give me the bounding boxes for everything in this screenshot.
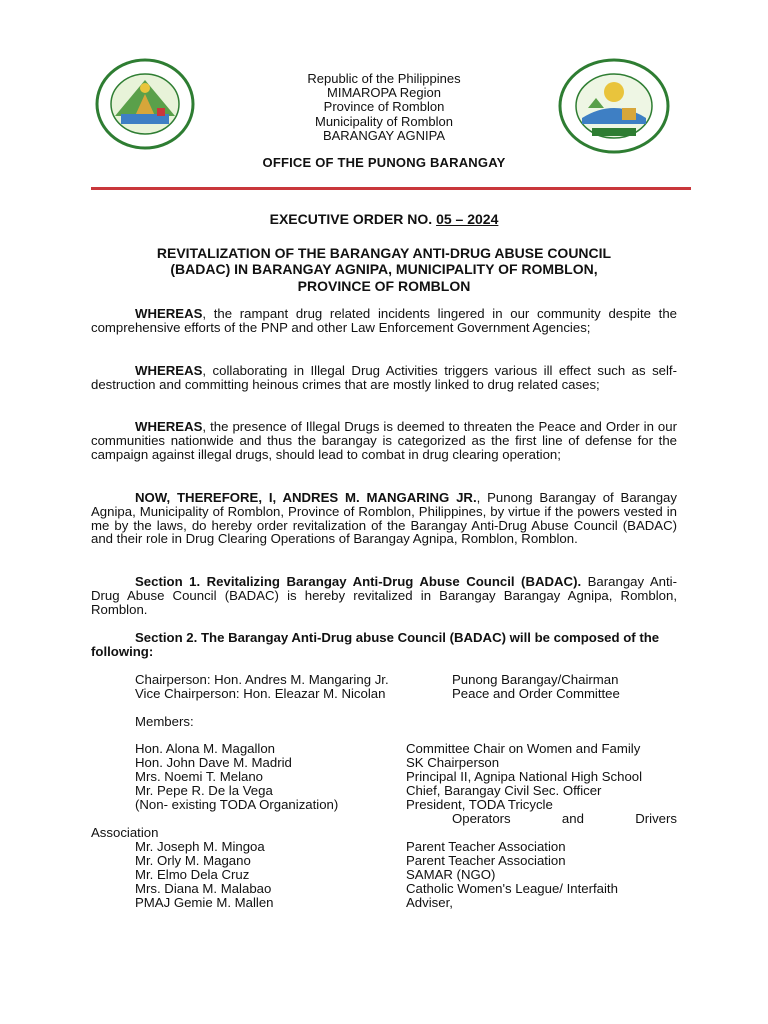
officer-name: Vice Chairperson: Hon. Eleazar M. Nicolan xyxy=(135,686,386,701)
section-1-paragraph xyxy=(91,575,677,616)
member-role: Adviser, xyxy=(406,895,453,910)
order-number: 05 – 2024 xyxy=(436,211,499,227)
members-label: Members: xyxy=(135,714,194,729)
whereas-paragraph-2 xyxy=(91,364,677,392)
order-prefix: EXECUTIVE ORDER NO. xyxy=(269,211,437,227)
whereas-paragraph-3 xyxy=(91,420,677,461)
officer-role: Punong Barangay/Chairman xyxy=(452,672,619,687)
member-name: Mr. Elmo Dela Cruz xyxy=(135,867,250,882)
officer-name: Chairperson: Hon. Andres M. Mangaring Jr. xyxy=(135,672,389,687)
header-line-barangay: BARANGAY AGNIPA xyxy=(322,127,446,143)
member-name: Mrs. Diana M. Malabao xyxy=(135,881,272,896)
officer-role: Peace and Order Committee xyxy=(452,686,620,701)
list-item xyxy=(0,742,768,756)
member-name: Hon. John Dave M. Madrid xyxy=(135,755,292,770)
member-role: Parent Teacher Association xyxy=(406,853,566,868)
now-therefore-lead: NOW, THEREFORE, I, ANDRES M. MANGARING JR. xyxy=(135,490,477,505)
document-title xyxy=(96,245,672,294)
member-name: PMAJ Gemie M. Mallen xyxy=(135,895,274,910)
association-word: Association xyxy=(91,825,159,840)
whereas-lead: WHEREAS xyxy=(135,419,203,434)
header-line-municipality: Municipality of Romblon xyxy=(314,113,453,129)
paragraph-text: , the rampant drug related incidents lingered in our community despite the comprehensive efforts of the PNP and other Law Enforcement Government Agencies; xyxy=(91,306,677,335)
section-1-heading: Section 1. Revitalizing Barangay Anti-Drug Abuse Council (BADAC). xyxy=(135,574,582,589)
header-line-province: Province of Romblon xyxy=(323,99,445,115)
list-item xyxy=(0,896,768,910)
list-item xyxy=(0,854,768,868)
whereas-paragraph-1 xyxy=(91,307,677,335)
member-role: Committee Chair on Women and Family xyxy=(406,741,641,756)
paragraph-text: , Punong Barangay of Barangay Agnipa, Municipality of Romblon, Province of Romblon, Philippines, by virtue if the powers vested in me by the laws, do hereby order revitalization of the Barangay Anti-Drug Abuse Council (BADAC) and their role in Drug Clearing Operations of Barangay Agnipa, Romblon, Romblon. xyxy=(91,490,677,547)
member-role: Chief, Barangay Civil Sec. Officer xyxy=(406,783,602,798)
executive-order-heading xyxy=(184,211,584,227)
title-line-1: REVITALIZATION OF THE BARANGAY ANTI-DRUG ABUSE COUNCIL xyxy=(156,245,612,261)
member-name: Mr. Orly M. Magano xyxy=(135,853,251,868)
member-name: Mrs. Noemi T. Melano xyxy=(135,769,264,784)
list-item xyxy=(0,882,768,896)
now-therefore-paragraph xyxy=(91,491,677,546)
paragraph-text: , collaborating in Illegal Drug Activities triggers various ill effect such as self-destruction and committing heinous crimes that are mostly linked to drug related cases; xyxy=(91,363,677,392)
member-name: Mr. Joseph M. Mingoa xyxy=(135,839,265,854)
member-role: Principal II, Agnipa National High School xyxy=(406,769,643,784)
municipality-seal-logo xyxy=(558,58,670,154)
list-item xyxy=(0,784,768,798)
member-name: (Non- existing TODA Organization) xyxy=(135,797,339,812)
list-item xyxy=(0,868,768,882)
header-line-republic: Republic of the Philippines xyxy=(307,71,461,86)
member-role: SK Chairperson xyxy=(406,755,500,770)
member-role: Parent Teacher Association xyxy=(406,839,566,854)
list-item xyxy=(0,798,768,812)
member-name: Mr. Pepe R. De la Vega xyxy=(135,783,273,798)
header-line-region: MIMAROPA Region xyxy=(327,85,441,101)
paragraph-text: Barangay Anti-Drug Abuse Council (BADAC) is hereby revitalized in Barangay Barangay Agnipa, Romblon, Romblon. xyxy=(91,574,677,617)
toda-role-continuation: Operators and Drivers xyxy=(452,811,677,826)
paragraph-text: , the presence of Illegal Drugs is deemed to threaten the Peace and Order in our communities nationwide and thus the barangay is categorized as the first line of defense for the campaign against illegal drugs, should lead to combat in drug clearing operation; xyxy=(91,419,677,462)
member-role: SAMAR (NGO) xyxy=(406,867,496,882)
header-divider xyxy=(91,187,691,190)
title-line-3: PROVINCE OF ROMBLON xyxy=(297,277,471,294)
title-line-2: (BADAC) IN BARANGAY AGNIPA, MUNICIPALITY OF ROMBLON, xyxy=(170,261,598,278)
letterhead xyxy=(234,72,534,143)
barangay-seal-logo xyxy=(95,58,195,150)
member-role: Catholic Women's League/ Interfaith xyxy=(406,881,618,896)
office-title: OFFICE OF THE PUNONG BARANGAY xyxy=(262,155,506,170)
list-item xyxy=(0,840,768,854)
member-role: President, TODA Tricycle xyxy=(406,797,553,812)
whereas-lead: WHEREAS xyxy=(135,363,203,378)
list-item xyxy=(0,756,768,770)
section-2-heading: Section 2. The Barangay Anti-Drug abuse Council (BADAC) will be composed of the following: xyxy=(91,630,660,659)
whereas-lead: WHEREAS xyxy=(135,306,203,321)
list-item xyxy=(0,770,768,784)
member-name: Hon. Alona M. Magallon xyxy=(135,741,276,756)
